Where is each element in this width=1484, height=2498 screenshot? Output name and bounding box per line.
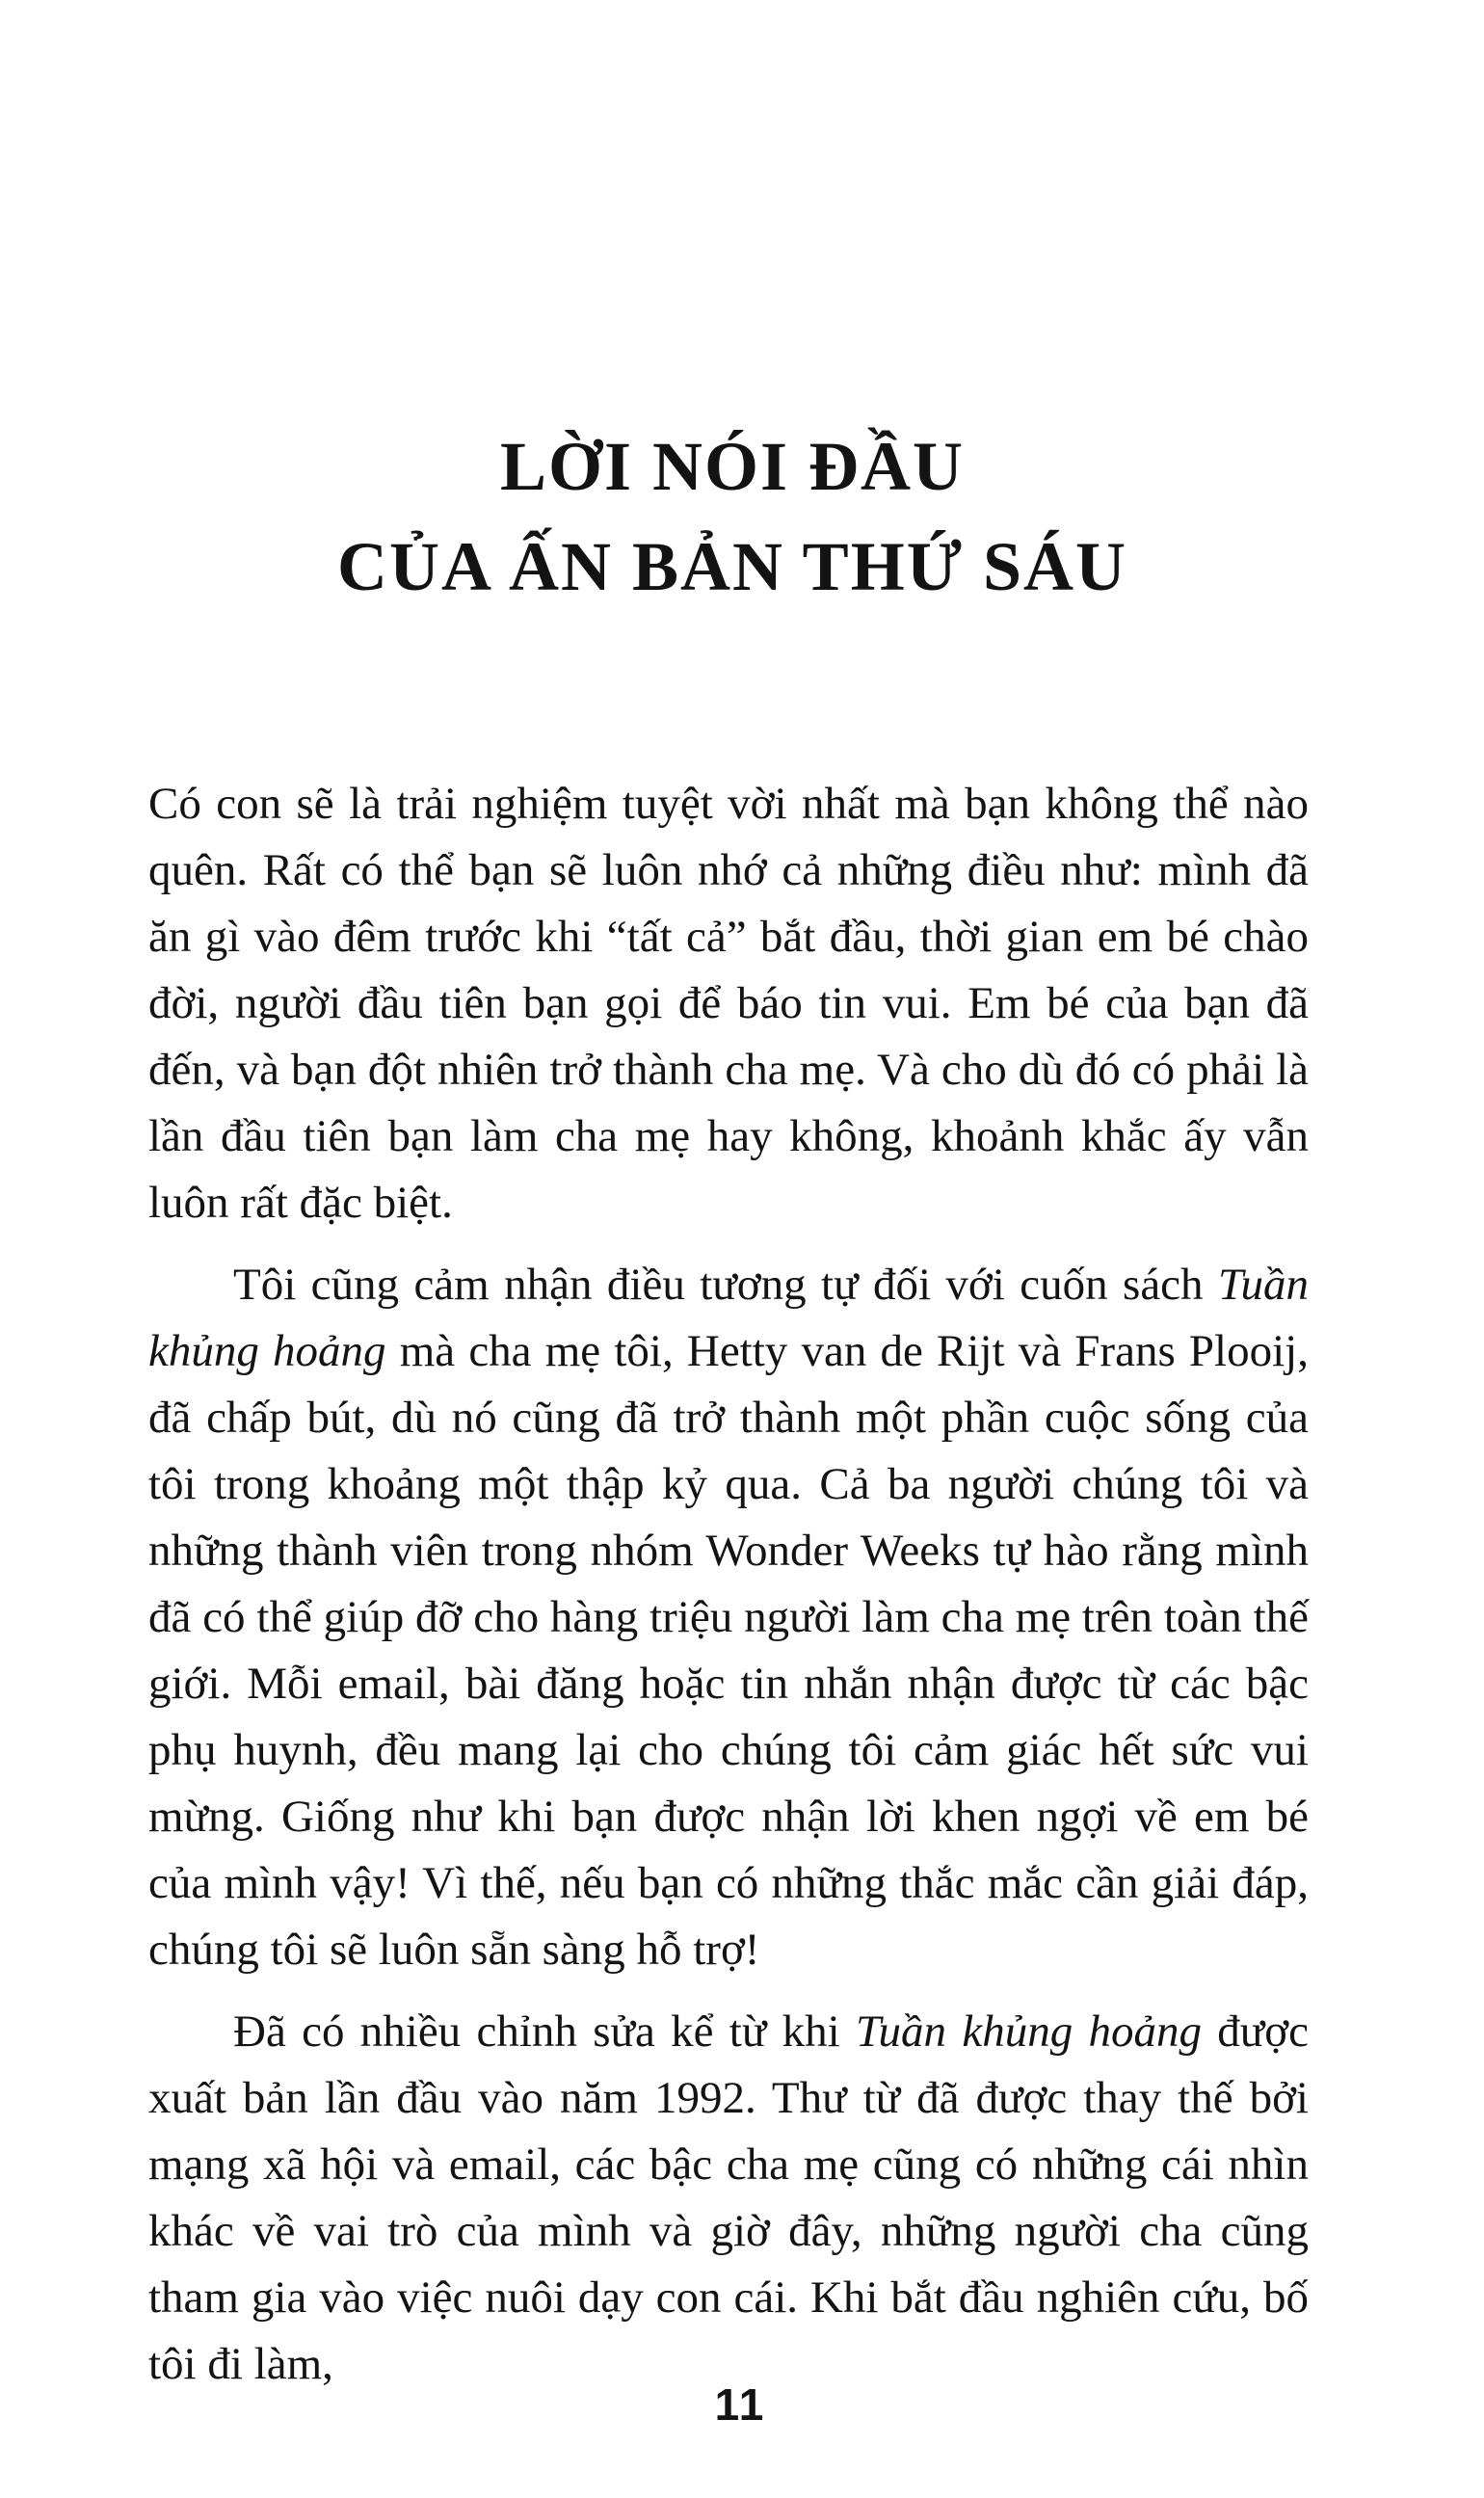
text-segment: được xuất bản lần đầu vào năm 1992. Thư từ đã được thay thế bởi mạng xã hội và email, các bậc cha mẹ cũng có những cái nhìn khác về vai trò của mình và giờ đây, những người cha cũng tham gia vào việc nuôi dạy con cái. Khi bắt đầu nghiên cứu, bố tôi đi làm, (148, 2006, 1309, 2389)
paragraph (148, 1999, 1309, 2398)
paragraph (148, 1252, 1309, 1983)
text-segment: Đã có nhiều chỉnh sửa kể từ khi (233, 2006, 856, 2057)
chapter-title-line2: CỦA ẤN BẢN THỨ SÁU (336, 528, 1128, 605)
paragraph (148, 771, 1309, 1236)
text-segment: Có con sẽ là trải nghiệm tuyệt vời nhất mà bạn không thể nào quên. Rất có thể bạn sẽ luôn nhớ cả những điều như: mình đã ăn gì vào đêm trước khi “tất cả” bắt đầu, thời gian em bé chào đời, người đầu tiên bạn gọi để báo tin vui. Em bé của bạn đã đến, và bạn đột nhiên trở thành cha mẹ. Và cho dù đó có phải là lần đầu tiên bạn làm cha mẹ hay không, khoảnh khắc ấy vẫn luôn rất đặc biệt. (148, 779, 1309, 1228)
page-number: 11 (714, 2379, 766, 2430)
chapter-title (10, 416, 1455, 617)
text-segment: mà cha mẹ tôi, Hetty van de Rijt và Frans Plooij, đã chấp bút, dù nó cũng đã trở thành một phần cuộc sống của tôi trong khoảng một thập kỷ qua. Cả ba người chúng tôi và những thành viên trong nhóm Wonder Weeks tự hào rằng mình đã có thể giúp đỡ cho hàng triệu người làm cha mẹ trên toàn thế giới. Mỗi email, bài đăng hoặc tin nhắn nhận được từ các bậc phụ huynh, đều mang lại cho chúng tôi cảm giác hết sức vui mừng. Giống như khi bạn được nhận lời khen ngợi về em bé của mình vậy! Vì thế, nếu bạn có những thắc mắc cần giải đáp, chúng tôi sẽ luôn sẵn sàng hỗ trợ! (148, 1326, 1309, 1975)
book-title-italic: Tuần khủng hoảng (148, 1260, 1309, 1376)
book-title-italic: Tuần khủng hoảng (855, 2006, 1202, 2057)
chapter-title-line1: LỜI NÓI ĐẦU (499, 428, 966, 505)
body-text (148, 771, 1309, 2398)
text-segment: Tôi cũng cảm nhận điều tương tự đối với cuốn sách (233, 1260, 1218, 1310)
